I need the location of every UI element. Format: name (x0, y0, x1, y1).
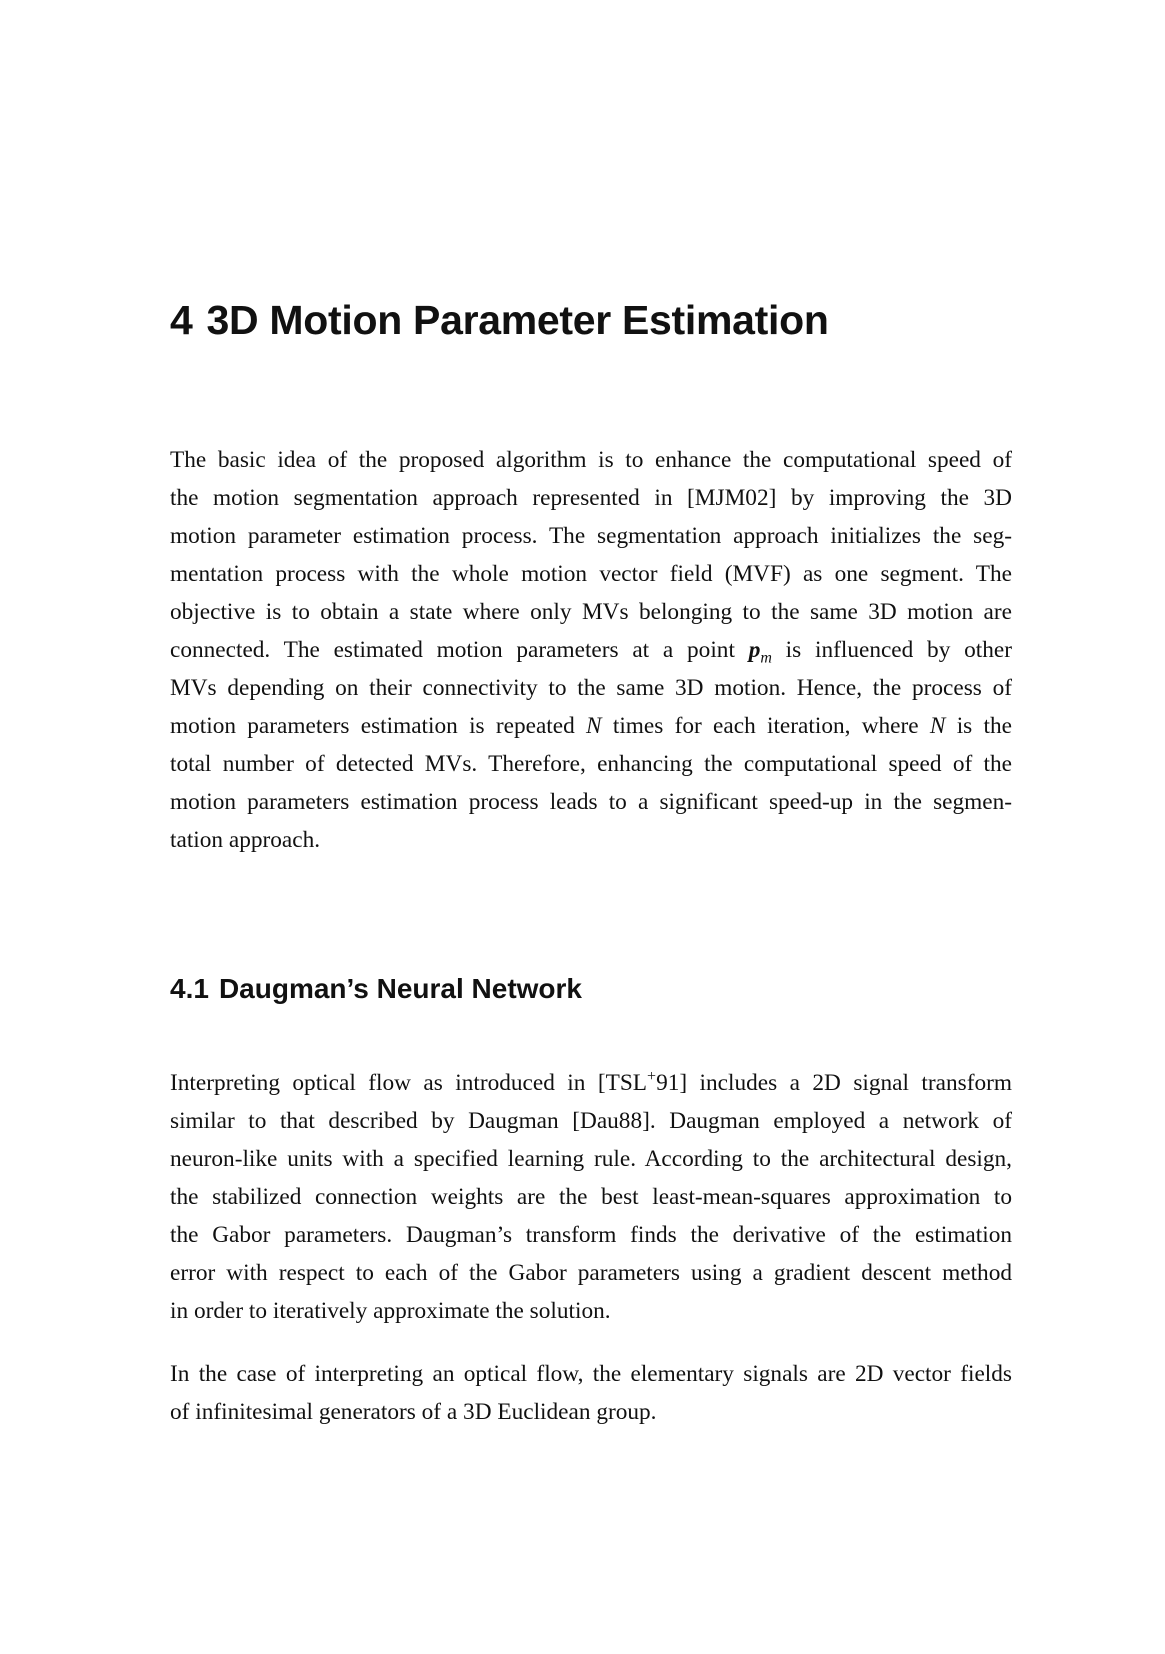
text-line-with-superscript (170, 1064, 1012, 1102)
text-segment: 91] includes a 2D signal transform (656, 1070, 1012, 1096)
text-line: motion parameters estimation process leads to a significant speed-up in the segmen- (170, 789, 1012, 815)
text-line: motion parameter estimation process. The segmentation approach initializes the seg- (170, 523, 1012, 549)
text-line: of infinitesimal generators of a 3D Euclidean group. (170, 1399, 657, 1425)
text-line-with-math (170, 707, 1012, 745)
citation-superscript: + (647, 1068, 657, 1086)
math-variable-n: N (586, 713, 602, 739)
text-line: In the case of interpreting an optical flow, the elementary signals are 2D vector fields (170, 1361, 1012, 1387)
text-line: in order to iteratively approximate the solution. (170, 1298, 611, 1324)
text-line: tation approach. (170, 827, 321, 853)
text-segment: Interpreting optical flow as introduced in [TSL (170, 1070, 648, 1096)
chapter-number: 4 (170, 297, 193, 343)
text-segment: motion parameters estimation is repeated (170, 713, 587, 739)
text-line: error with respect to each of the Gabor parameters using a gradient descent method (170, 1260, 1012, 1286)
chapter-title: 3D Motion Parameter Estimation (206, 297, 829, 343)
paragraph-optical-flow (170, 1355, 1012, 1431)
math-symbol-p: p (748, 637, 761, 663)
text-line: neuron-like units with a specified learning rule. According to the architectural design, (170, 1146, 1012, 1172)
paragraph-daugman (170, 1064, 1012, 1330)
text-segment: times for each iteration, where (601, 713, 930, 739)
text-line: objective is to obtain a state where only MVs belonging to the same 3D motion are (170, 599, 1012, 625)
paragraph-intro (170, 441, 1012, 859)
math-variable-n: N (929, 713, 946, 739)
text-segment: connected. The estimated motion parameters at a point (170, 637, 749, 663)
section-heading (170, 972, 582, 1006)
text-segment: is the (945, 713, 1012, 739)
text-line-with-math (170, 631, 1012, 669)
text-line: similar to that described by Daugman [Dau88]. Daugman employed a network of (170, 1108, 1012, 1134)
text-line: the Gabor parameters. Daugman’s transform finds the derivative of the estimation (170, 1222, 1012, 1248)
text-segment: is influenced by other (771, 637, 1012, 663)
text-line: mentation process with the whole motion vector field (MVF) as one segment. The (170, 561, 1012, 587)
chapter-heading (170, 296, 829, 344)
text-line: The basic idea of the proposed algorithm is to enhance the computational speed of (170, 447, 1012, 473)
text-line: the motion segmentation approach represented in [MJM02] by improving the 3D (170, 485, 1012, 511)
text-line: total number of detected MVs. Therefore, enhancing the computational speed of the (170, 751, 1012, 777)
text-line: MVs depending on their connectivity to the same 3D motion. Hence, the process of (170, 675, 1012, 701)
section-title: Daugman’s Neural Network (218, 973, 582, 1004)
math-subscript-m: m (760, 649, 772, 667)
text-line: the stabilized connection weights are the best least-mean-squares approximation to (170, 1184, 1012, 1210)
section-number: 4.1 (170, 973, 209, 1004)
